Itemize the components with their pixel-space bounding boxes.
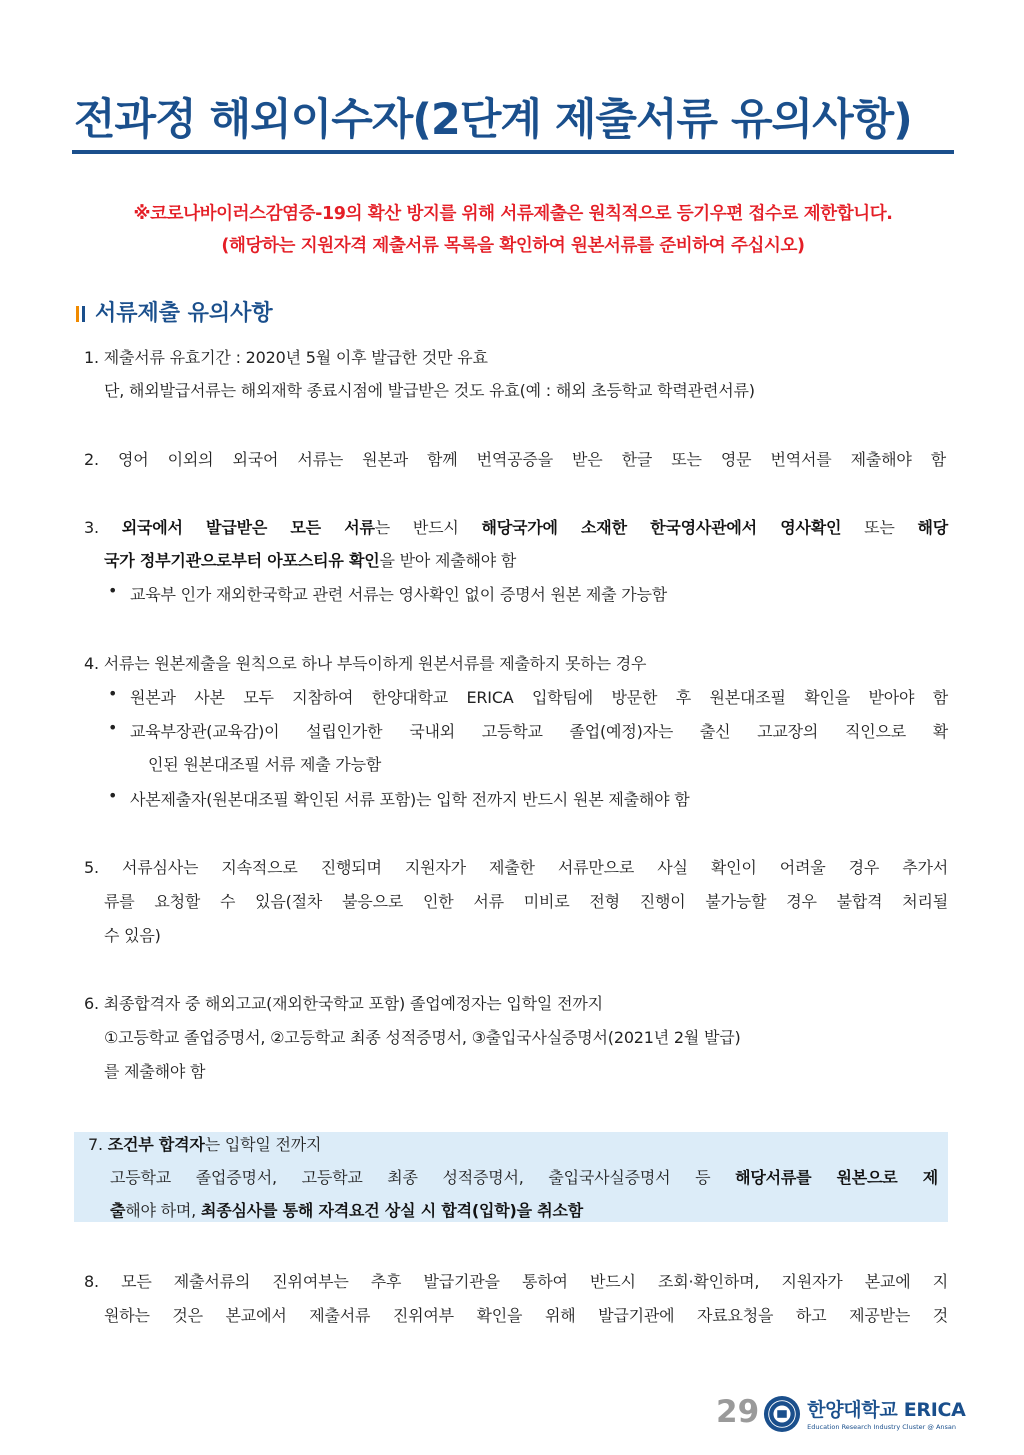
item-1-line-1: 1. 제출서류 유효기간 : 2020년 5월 이후 발급한 것만 유효	[84, 348, 488, 367]
item-3-line-1	[84, 515, 948, 538]
item-8-line-1: 8. 모든 제출서류의 진위여부는 추후 발급기관을 통하여 반드시 조회·확인하며, 지원자가 본교에 지	[84, 1272, 948, 1291]
covid-notice-line-2: (해당하는 지원자격 제출서류 목록을 확인하여 원본서류를 준비하여 주십시오)	[221, 236, 805, 256]
item-7-bold-4: 최종심사를 통해 자격요건 상실 시 합격(입학)을 취소함	[200, 1201, 584, 1220]
item-3-bold-4: 국가 정부기관으로부터 아포스티유 확인	[104, 551, 380, 570]
item-7-number: 7.	[88, 1135, 103, 1154]
bullet-icon: •	[108, 581, 118, 600]
university-logo	[807, 1395, 965, 1431]
item-7-line-1	[88, 1132, 321, 1155]
item-4-bullet-3: 사본제출자(원본대조필 확인된 서류 포함)는 입학 전까지 반드시 원본 제출해야 함	[130, 790, 690, 809]
item-5-line-3: 수 있음)	[104, 926, 161, 945]
page-number: 29	[716, 1394, 760, 1430]
item-7-bold-1: 조건부 합격자	[107, 1135, 205, 1154]
section-marker-icon	[76, 306, 85, 322]
page-title: 전과정 해외이수자(2단계 제출서류 유의사항)	[74, 95, 912, 145]
covid-notice-line-1: ※코로나바이러스감염증-19의 확산 방지를 위해 서류제출은 원칙적으로 등기우편 접수로 제한합니다.	[133, 204, 893, 224]
university-seal-icon	[763, 1395, 801, 1433]
bullet-icon: •	[108, 684, 118, 703]
item-3-text-2: 또는	[864, 518, 895, 537]
item-3-bold-2: 해당국가에 소재한 한국영사관에서 영사확인	[481, 518, 842, 537]
title-underline	[72, 150, 954, 154]
item-7-bold-3: 출	[110, 1201, 126, 1220]
item-7-text-3: 해야 하며,	[125, 1201, 197, 1220]
item-5-line-2: 류를 요청할 수 있음(절차 불응으로 인한 서류 미비로 전형 진행이 불가능할 경우 불합격 처리될	[104, 892, 948, 911]
item-3-bold-1: 외국에서 발급받은 모든 서류	[121, 518, 375, 537]
page-footer	[716, 1395, 966, 1455]
item-4-line-1: 4. 서류는 원본제출을 원칙으로 하나 부득이하게 원본서류를 제출하지 못하는 경우	[84, 654, 647, 673]
university-name: 한양대학교 ERICA	[807, 1399, 966, 1421]
item-3-bold-3: 해당	[917, 518, 948, 537]
item-1-line-2: 단, 해외발급서류는 해외재학 종료시점에 발급받은 것도 유효(예 : 해외 초등학교 학력관련서류)	[104, 381, 755, 400]
item-4-bullet-2-line-2: 인된 원본대조필 서류 제출 가능함	[148, 755, 382, 774]
item-8-line-2: 원하는 것은 본교에서 제출서류 진위여부 확인을 위해 발급기관에 자료요청을 하고 제공받는 것	[104, 1306, 948, 1325]
item-7-text-2: 고등학교 졸업증명서, 고등학교 최종 성적증명서, 출입국사실증명서 등	[110, 1168, 711, 1187]
item-4-bullet-2-line-1: 교육부장관(교육감)이 설립인가한 국내외 고등학교 졸업(예정)자는 출신 고교장의 직인으로 확	[130, 722, 948, 741]
item-3-text-1: 는 반드시	[374, 518, 459, 537]
item-3-text-3: 을 받아 제출해야 함	[379, 551, 517, 570]
bullet-icon: •	[108, 718, 118, 737]
item-6-line-2: ①고등학교 졸업증명서, ②고등학교 최종 성적증명서, ③출입국사실증명서(2021년 2월 발급)	[104, 1028, 741, 1047]
item-7-line-2	[110, 1165, 938, 1188]
bullet-icon: •	[108, 786, 118, 805]
item-6-line-3: 를 제출해야 함	[104, 1062, 206, 1081]
section-heading	[76, 296, 273, 327]
item-2-line-1: 2. 영어 이외의 외국어 서류는 원본과 함께 번역공증을 받은 한글 또는 영문 번역서를 제출해야 함	[84, 450, 946, 469]
item-7-line-3	[110, 1198, 583, 1221]
item-7-bold-2: 해당서류를 원본으로 제	[735, 1168, 938, 1187]
item-4-bullet-1: 원본과 사본 모두 지참하여 한양대학교 ERICA 입학팀에 방문한 후 원본대조필 확인을 받아야 함	[130, 688, 948, 707]
item-3-bullet-1: 교육부 인가 재외한국학교 관련 서류는 영사확인 없이 증명서 원본 제출 가능함	[130, 585, 668, 604]
item-7-text-1: 는 입학일 전까지	[204, 1135, 322, 1154]
item-5-line-1: 5. 서류심사는 지속적으로 진행되며 지원자가 제출한 서류만으로 사실 확인이 어려울 경우 추가서	[84, 858, 948, 877]
item-3-line-2	[104, 548, 516, 571]
university-tagline: Education Research Industry Cluster @ Ansan	[807, 1423, 957, 1431]
item-6-line-1: 6. 최종합격자 중 해외고교(재외한국학교 포함) 졸업예정자는 입학일 전까지	[84, 994, 603, 1013]
section-title: 서류제출 유의사항	[95, 301, 273, 326]
item-3-number: 3.	[84, 518, 99, 537]
